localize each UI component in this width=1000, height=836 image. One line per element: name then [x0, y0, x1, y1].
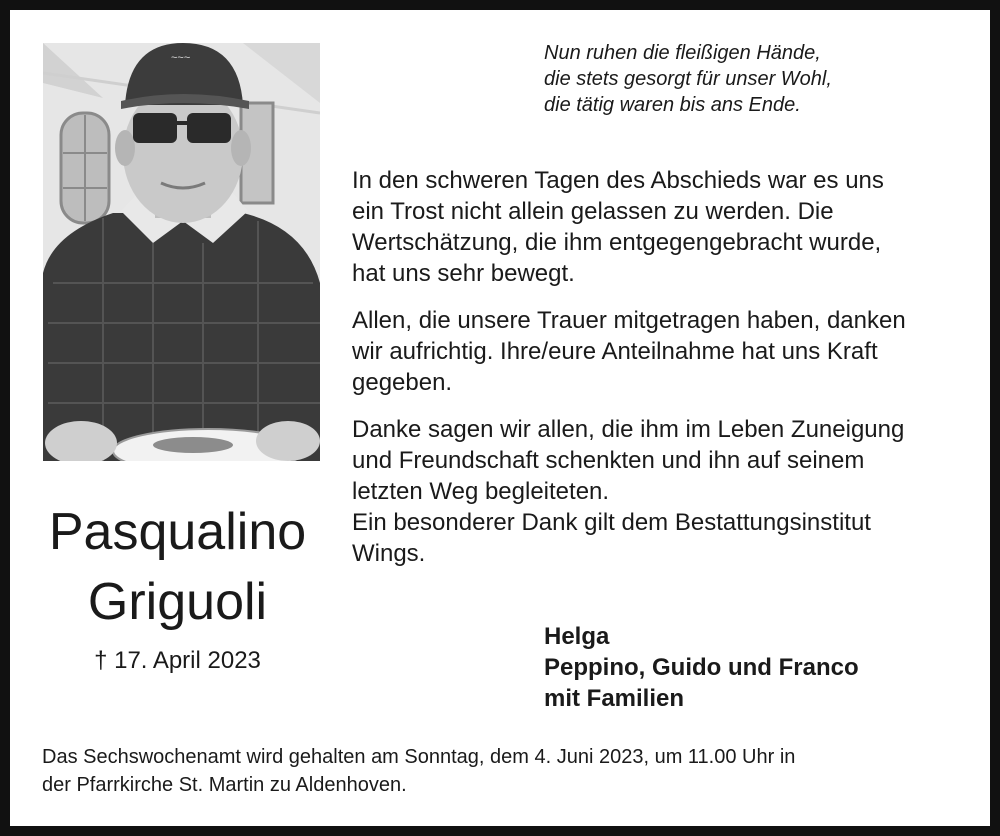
portrait-photo [43, 43, 320, 461]
portrait-photo-graphic [43, 43, 320, 461]
message-paragraph: Danke sagen wir allen, die ihm im Leben Zuneigung und Freundschaft schenkten und ihn auf seinem letzten Weg begleiteten. Ein besonderer Dank gilt dem Bestattungsinstitut Wings. [352, 416, 905, 567]
memorial-poem [544, 40, 964, 118]
svg-text:~~~: ~~~ [171, 52, 191, 64]
thank-you-message [352, 165, 972, 569]
message-paragraph: Allen, die unsere Trauer mitgetragen haben, danken wir aufrichtig. Ihre/eure Anteilnahme hat uns Kraft gegeben. [352, 307, 906, 396]
signers-block [544, 621, 964, 714]
footer-line: der Pfarrkirche St. Martin zu Aldenhoven. [42, 774, 407, 796]
poem-line: Nun ruhen die fleißigen Hände, [544, 42, 821, 64]
poem-line: die stets gesorgt für unser Wohl, [544, 68, 832, 90]
poem-line: die tätig waren bis ans Ende. [544, 94, 801, 116]
signer-line: mit Familien [544, 685, 685, 712]
deceased-last-name: Griguoli [87, 573, 268, 631]
signer-line: Peppino, Guido und Franco [544, 654, 859, 681]
footer-line: Das Sechswochenamt wird gehalten am Sonntag, dem 4. Juni 2023, um 11.00 Uhr in [42, 746, 796, 768]
deceased-first-name: Pasqualino [48, 503, 307, 561]
message-paragraph: In den schweren Tagen des Abschieds war es uns ein Trost nicht allein gelassen zu werden. Die Wertschätzung, die ihm entgegengebracht wurde, hat uns sehr bewegt. [352, 167, 884, 287]
mass-announcement [42, 743, 972, 799]
death-date: † 17. April 2023 [94, 647, 261, 674]
signer-line: Helga [544, 623, 610, 650]
